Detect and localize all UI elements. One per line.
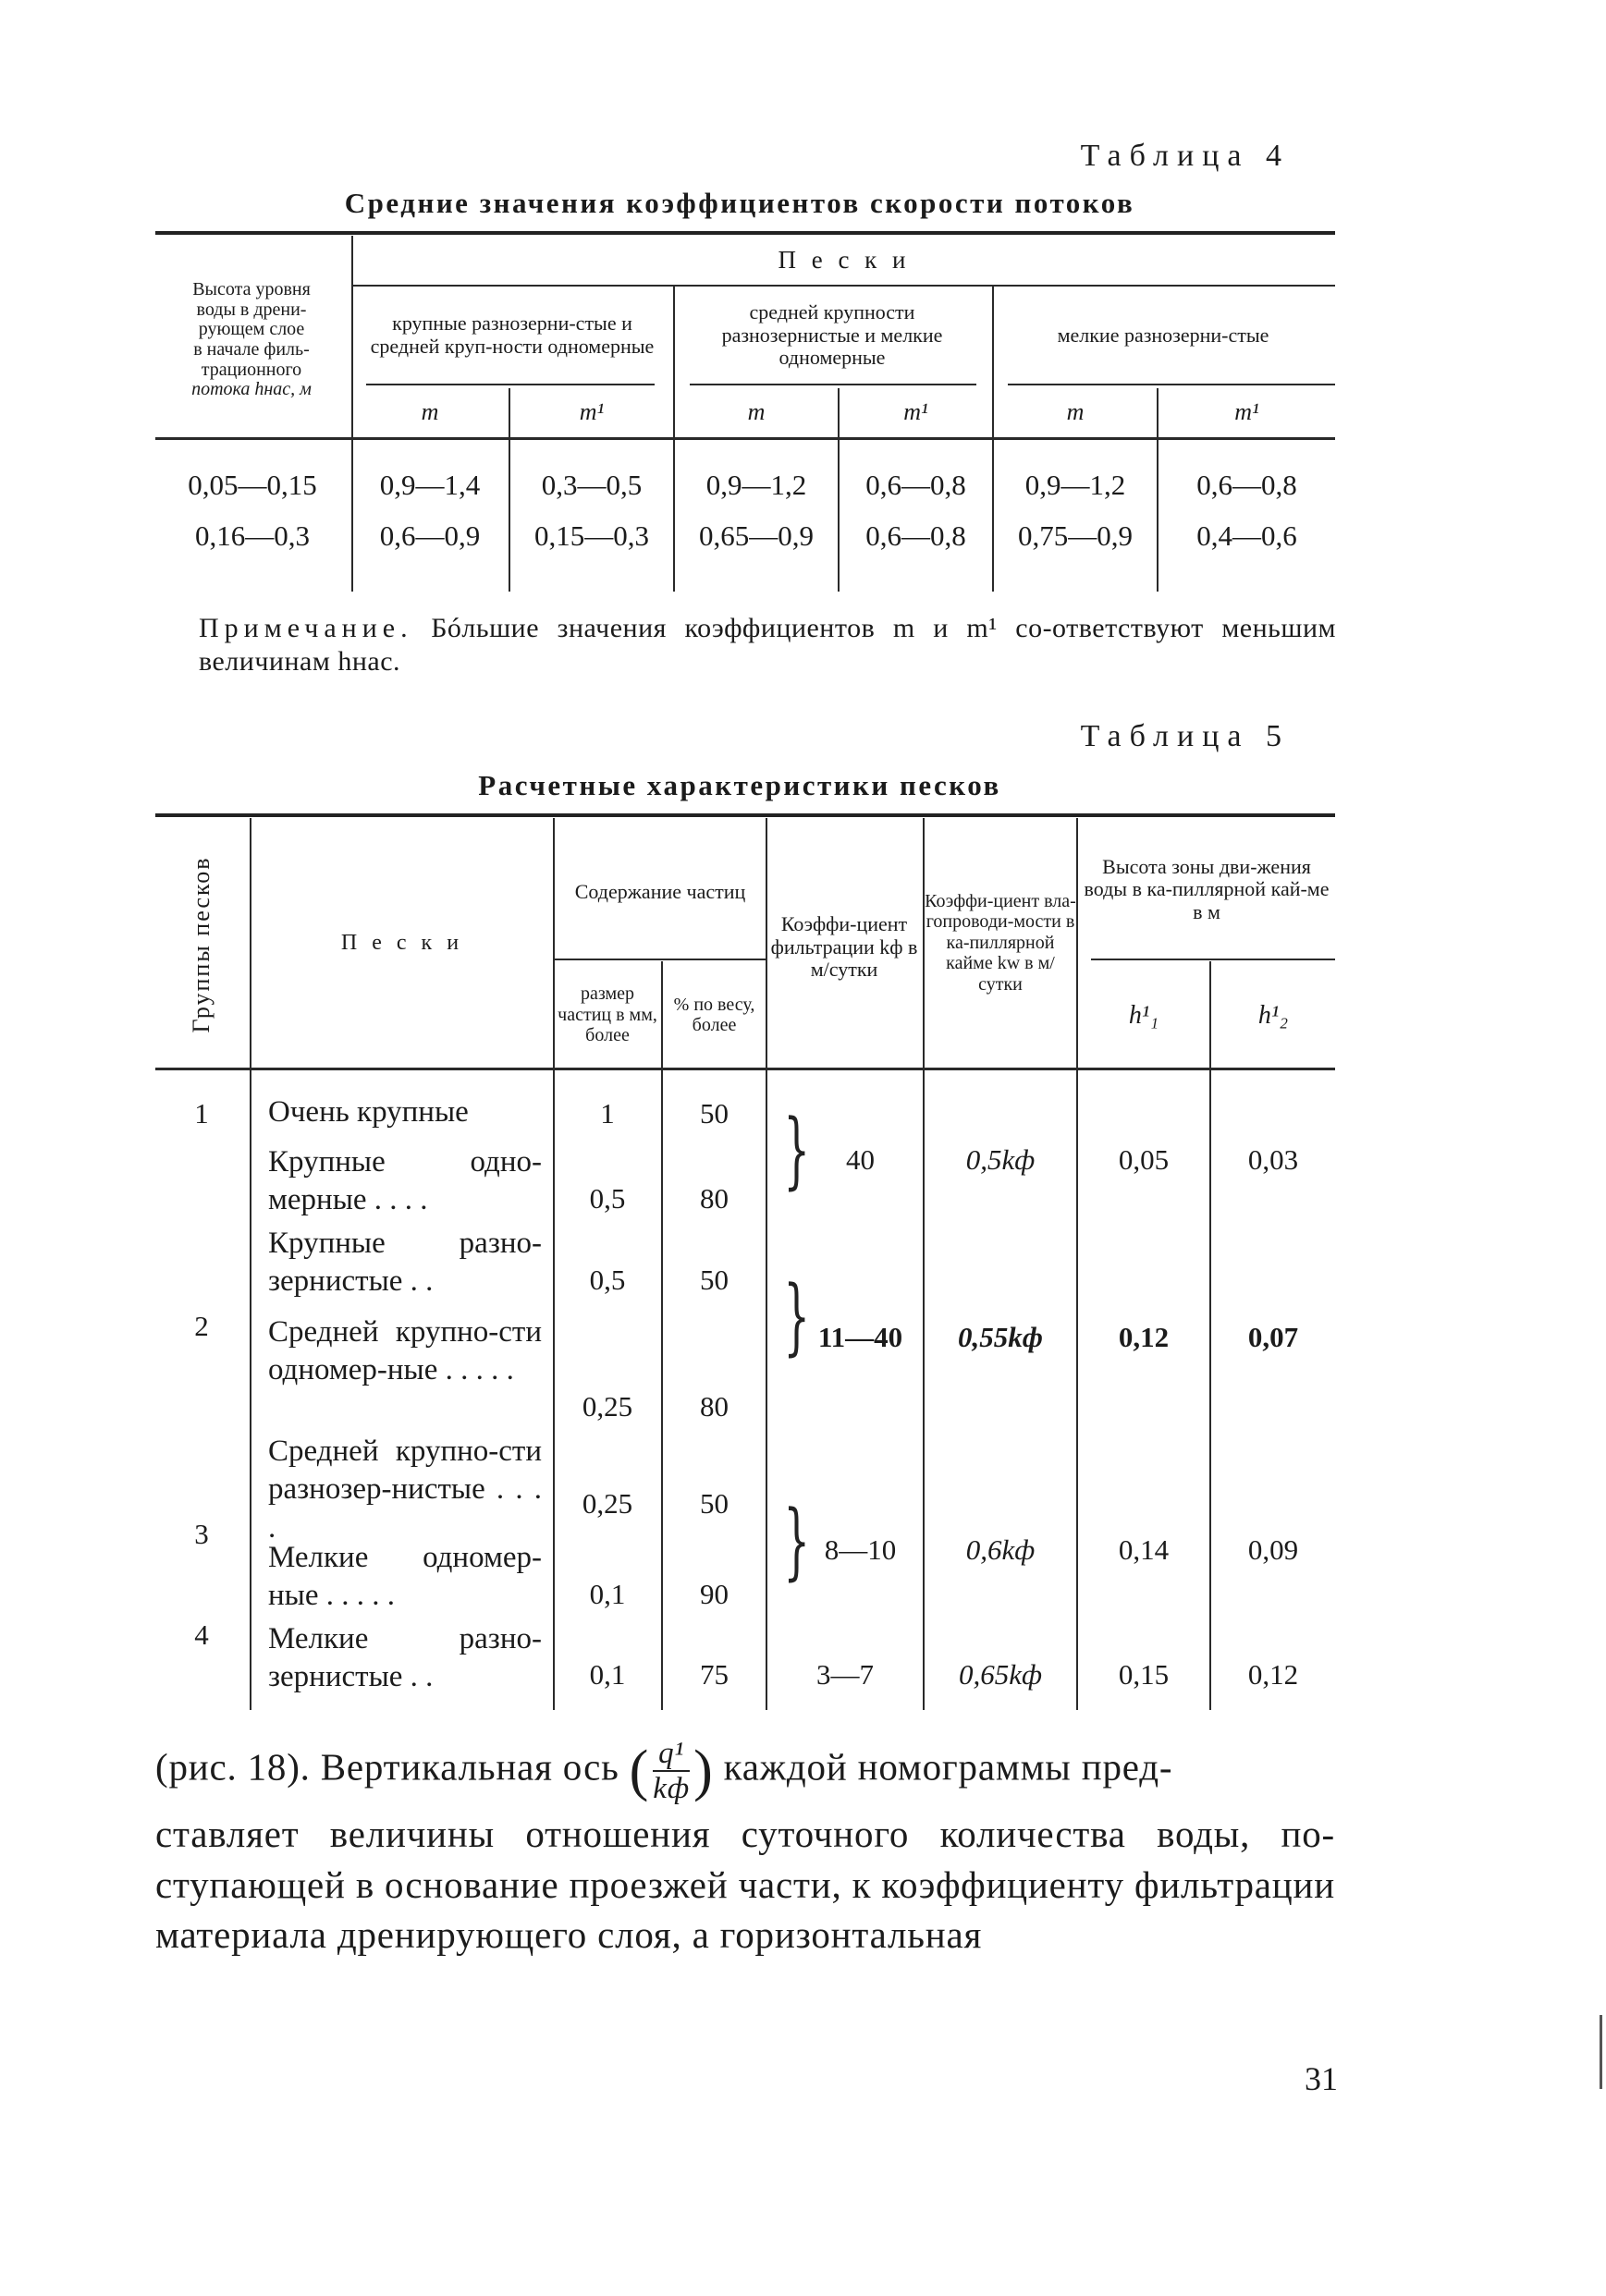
header-h2: h¹₂ <box>1257 1001 1289 1031</box>
size-cell: 0,5 <box>589 1181 626 1215</box>
h1-cell: 0,14 <box>1118 1533 1170 1566</box>
brace-icon: } <box>783 1493 810 1590</box>
group-coarse: крупные разнозерни-стые и средней круп-ности одномерные <box>370 311 655 358</box>
col-m1-2: m¹ <box>903 398 928 426</box>
t4-row1-cell: 0,9—1,4 <box>379 468 481 501</box>
t4-row1-cell: 0,9—1,2 <box>705 468 807 501</box>
pct-cell: 50 <box>700 1263 729 1296</box>
t4-row2-cell: 0,75—0,9 <box>1018 519 1133 552</box>
group-num: 1 <box>194 1096 209 1130</box>
table4-top-rule <box>155 231 1335 235</box>
col-m-1: m <box>421 398 439 426</box>
sand-name: Мелкие одномер-ные . . . . . <box>268 1541 542 1613</box>
header-kw: Коэффи-циент вла-гопроводи-мости в ка-пиллярной кайме kw в м/сутки <box>925 891 1076 995</box>
t4-row1-height: 0,05—0,15 <box>188 468 317 501</box>
sand-name: Мелкие разно-зернистые . . <box>268 1622 542 1694</box>
table4 <box>155 236 1335 592</box>
size-cell: 0,1 <box>589 1577 626 1610</box>
header-kf: Коэффи-циент фильтрации kф в м/сутки <box>770 912 918 982</box>
h2-cell: 0,09 <box>1247 1533 1299 1566</box>
body-rest: ставляет величины отношения суточного количества воды, по-ступающей в основание проезжей части, к коэффициенту фильтрации материала дренирующего слоя, а горизонтальная <box>155 1813 1335 1957</box>
t4-row1-cell: 0,6—0,8 <box>1196 468 1297 501</box>
table4-note <box>199 612 1336 678</box>
note-text: Бóльшие значения коэффициентов m и m¹ со-ответствуют меньшим величинам hнас. <box>199 613 1336 677</box>
h1-cell: 0,15 <box>1118 1657 1170 1691</box>
kw-cell: 0,6kф <box>965 1533 1036 1566</box>
pct-cell: 50 <box>700 1096 729 1130</box>
header-content: Содержание частиц <box>574 879 746 903</box>
group-num: 2 <box>194 1309 209 1342</box>
kf-cell: 40 <box>846 1142 875 1176</box>
header-size: размер частиц в мм, более <box>558 983 657 1046</box>
header-height: Высота зоны дви-жения воды в ка-пиллярной кай-ме в м <box>1084 854 1330 923</box>
h2-cell: 0,03 <box>1247 1142 1299 1176</box>
col-m-2: m <box>747 398 766 426</box>
pct-cell: 75 <box>700 1657 729 1691</box>
table4-title: Средние значения коэффициентов скорости потоков <box>344 187 1135 219</box>
pct-cell: 80 <box>700 1389 729 1423</box>
t4-row1-cell: 0,3—0,5 <box>541 468 643 501</box>
kf-cell: 3—7 <box>816 1657 874 1691</box>
group-medium: средней крупности разнозернистые и мелкие одномерные <box>721 300 943 370</box>
table5 <box>155 818 1335 1710</box>
pct-cell: 90 <box>700 1577 729 1610</box>
body-line1: (рис. 18). Вертикальная ось ( $\frac{\text{q¹}}{kф}$ ) каждой номограммы пред- <box>155 1736 1173 1806</box>
table5-title: Расчетные характеристики песков <box>478 769 1001 801</box>
brace-icon: } <box>783 1268 810 1365</box>
table5-top-rule <box>155 813 1335 817</box>
size-cell: 1 <box>600 1096 615 1130</box>
col-m1-1: m¹ <box>579 398 605 426</box>
table4-label: Таблица 4 <box>1080 139 1290 173</box>
paren-close: ) <box>693 1740 714 1802</box>
t4-row2-cell: 0,6—0,9 <box>379 519 481 552</box>
h1-cell: 0,05 <box>1118 1142 1170 1176</box>
sand-name: Крупные разно-зернистые . . <box>268 1227 542 1299</box>
kw-cell: 0,5kф <box>965 1142 1036 1176</box>
t4-row2-cell: 0,4—0,6 <box>1196 519 1297 552</box>
h2-cell: 0,12 <box>1247 1657 1299 1691</box>
group-num: 3 <box>194 1517 209 1550</box>
fraction: $\frac{\text{q¹}}{kф}$ <box>653 1736 690 1806</box>
t4-row2-height: 0,16—0,3 <box>195 519 310 552</box>
kw-cell: 0,55kф <box>958 1320 1043 1353</box>
header-sands: П е с к и <box>340 930 464 955</box>
row-header-height: Высота уровня воды в дрени- рующем слое в начале филь- трационного потока hнас, м <box>191 279 312 400</box>
sand-name: Средней крупно-сти одномер-ные . . . . . <box>268 1315 542 1387</box>
size-cell: 0,1 <box>589 1657 626 1691</box>
kf-cell: 11—40 <box>817 1320 903 1353</box>
col-m1-3: m¹ <box>1234 398 1259 426</box>
kf-cell: 8—10 <box>824 1533 897 1566</box>
header-h1: h¹₁ <box>1128 1001 1159 1031</box>
t4-row2-cell: 0,6—0,8 <box>865 519 966 552</box>
group-fine: мелкие разнозерни-стые <box>1057 323 1269 347</box>
header-sands: П е с к и <box>778 245 911 274</box>
page-edge-mark <box>1600 2015 1602 2089</box>
sand-name: Очень крупные <box>268 1095 469 1129</box>
body-text <box>155 1733 1335 1960</box>
sand-name: Средней крупно-сти разнозер-нистые . . . . <box>268 1435 542 1545</box>
size-cell: 0,25 <box>582 1389 633 1423</box>
header-percent: % по весу, более <box>673 994 755 1035</box>
t4-row1-cell: 0,9—1,2 <box>1024 468 1126 501</box>
h2-cell: 0,07 <box>1247 1320 1299 1353</box>
size-cell: 0,5 <box>589 1263 626 1296</box>
note-lead: Примечание. <box>199 613 413 643</box>
col-m-3: m <box>1066 398 1085 426</box>
paren-open: ( <box>629 1740 650 1802</box>
header-group: Группы песков <box>188 856 215 1033</box>
brace-icon: } <box>783 1102 810 1199</box>
size-cell: 0,25 <box>582 1486 633 1520</box>
t4-row1-cell: 0,6—0,8 <box>865 468 966 501</box>
t4-row2-cell: 0,65—0,9 <box>699 519 814 552</box>
sand-name: Крупные одно-мерные . . . . <box>268 1145 542 1217</box>
pct-cell: 80 <box>700 1181 729 1215</box>
table5-label: Таблица 5 <box>1080 719 1290 753</box>
kw-cell: 0,65kф <box>958 1657 1043 1691</box>
pct-cell: 50 <box>700 1486 729 1520</box>
h1-cell: 0,12 <box>1118 1320 1170 1353</box>
t4-row2-cell: 0,15—0,3 <box>534 519 649 552</box>
page-number: 31 <box>1305 2060 1338 2097</box>
group-num: 4 <box>194 1618 209 1651</box>
